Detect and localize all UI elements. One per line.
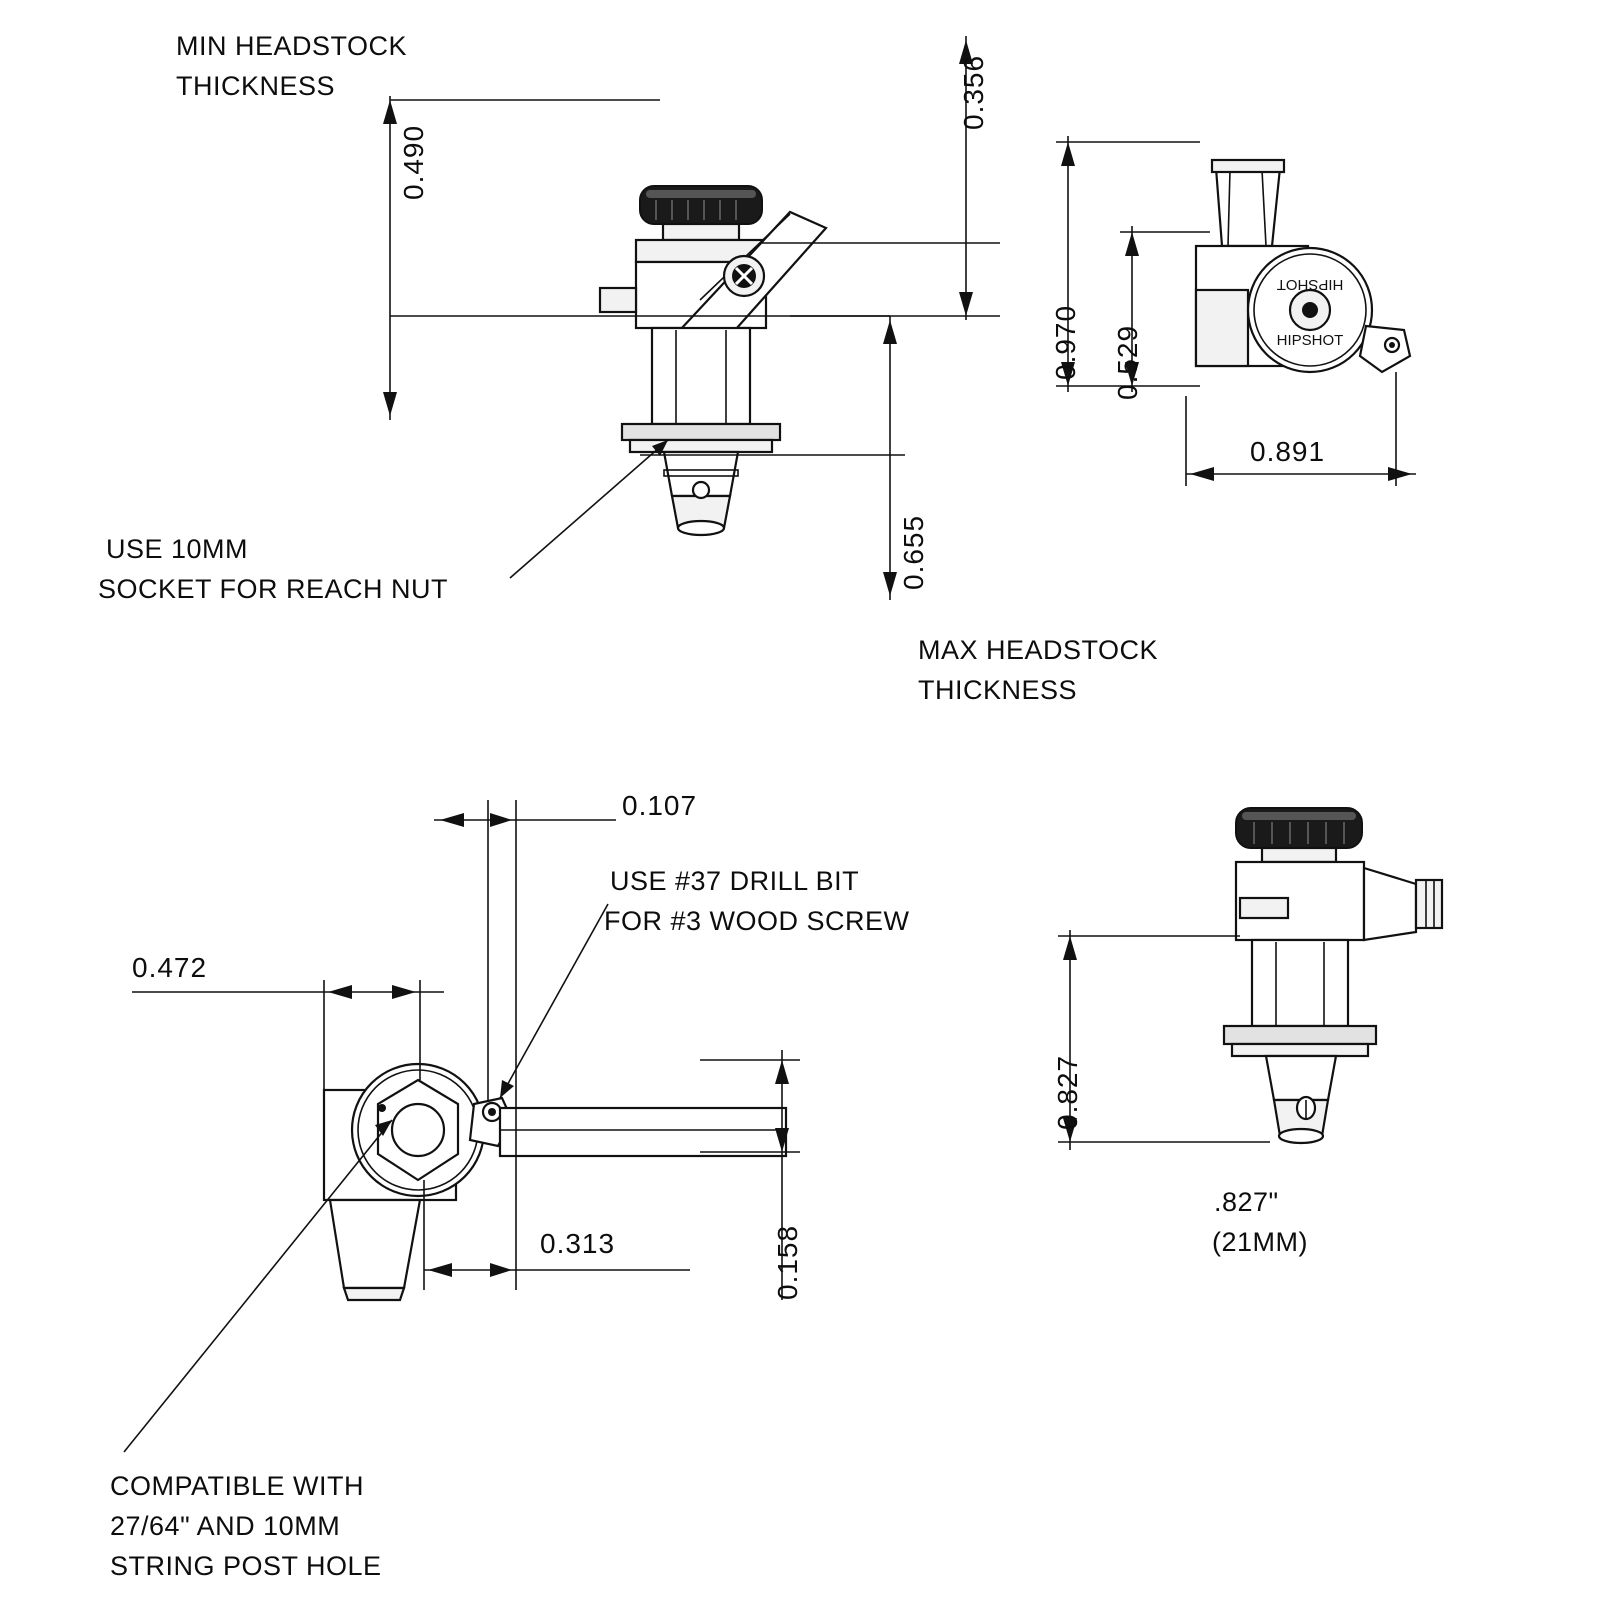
note-height-mm: (21MM) [1212,1227,1308,1257]
dim-label-0970: 0.970 [1050,304,1081,380]
note-reach-nut-line2: SOCKET FOR REACH NUT [98,574,449,604]
tuner-body-top-left [600,212,826,535]
tuner-knob-top-left [640,186,762,240]
tuner-knob-bottom-right [1236,808,1362,862]
dim-label-0356: 0.356 [958,54,989,130]
note-drill-bit-line1: USE #37 DRILL BIT [610,866,860,896]
leader-reach-nut [510,440,668,578]
dim-label-0827: 0.827 [1052,1054,1083,1130]
note-min-headstock-line1: MIN HEADSTOCK [176,31,408,61]
dim-label-0472: 0.472 [132,952,208,983]
view-top-right [1056,136,1416,486]
note-max-headstock-line1: MAX HEADSTOCK [918,635,1159,665]
dim-0891 [1186,372,1416,486]
note-post-hole-line1: COMPATIBLE WITH [110,1471,365,1501]
dim-label-0655: 0.655 [898,514,929,590]
dim-label-0490: 0.490 [398,124,429,200]
note-min-headstock-line2: THICKNESS [176,71,336,101]
note-max-headstock-line2: THICKNESS [918,675,1078,705]
dim-label-0158: 0.158 [772,1224,803,1300]
note-drill-bit-line2: FOR #3 WOOD SCREW [604,906,910,936]
note-post-hole-line3: STRING POST HOLE [110,1551,382,1581]
svg-text:HIPSHOT: HIPSHOT [1276,276,1344,293]
note-height-inches: .827" [1214,1187,1279,1217]
note-reach-nut-line1: USE 10MM [106,534,249,564]
note-post-hole-line2: 27/64" AND 10MM [110,1511,341,1541]
dim-label-0891: 0.891 [1250,436,1326,467]
svg-text:HIPSHOT: HIPSHOT [1276,332,1344,349]
dim-label-0313: 0.313 [540,1228,616,1259]
dim-0107 [434,800,616,1290]
dim-label-0107: 0.107 [622,790,698,821]
dim-label-0529: 0.529 [1112,324,1143,400]
view-bottom-right [1058,808,1442,1150]
